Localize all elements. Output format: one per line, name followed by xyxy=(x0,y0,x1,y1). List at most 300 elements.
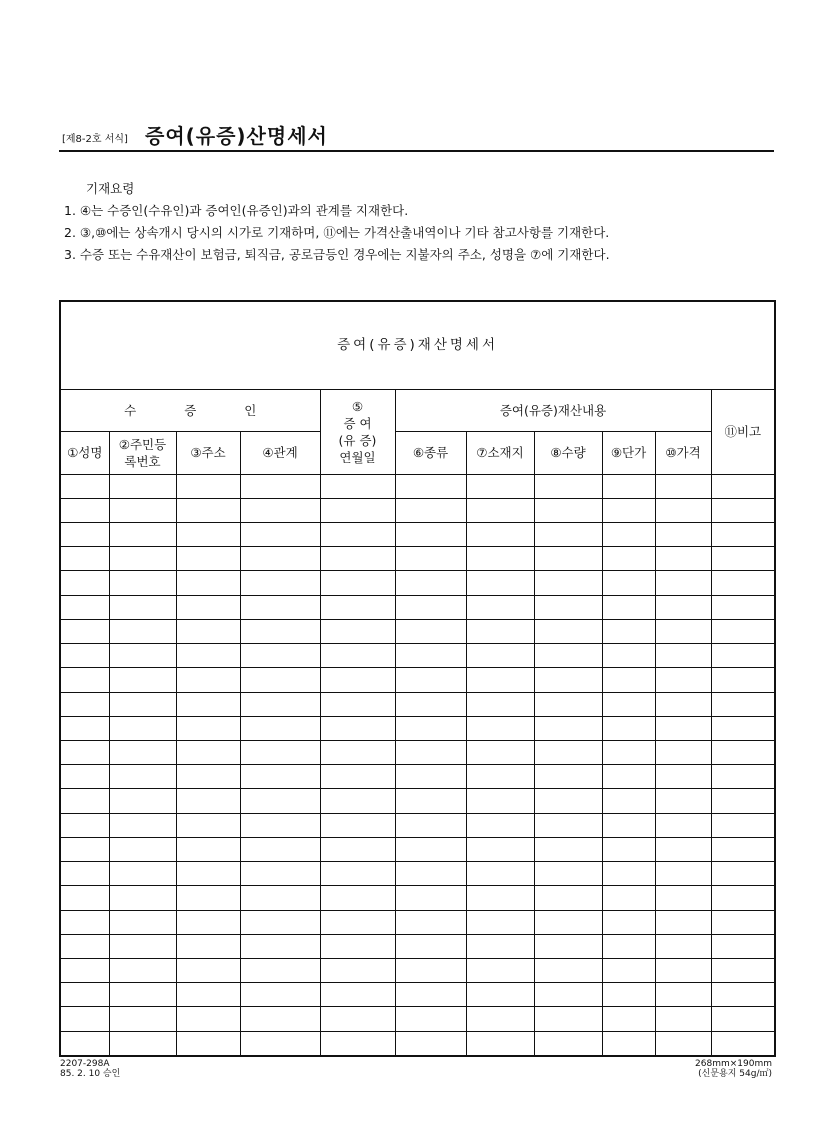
entry-cell[interactable] xyxy=(711,474,775,498)
entry-cell[interactable] xyxy=(711,958,775,982)
entry-cell[interactable] xyxy=(711,716,775,740)
entry-cell[interactable] xyxy=(60,595,109,619)
entry-cell[interactable] xyxy=(534,886,602,910)
entry-cell[interactable] xyxy=(320,813,395,837)
entry-cell[interactable] xyxy=(320,958,395,982)
table-row xyxy=(60,474,775,498)
entry-cell[interactable] xyxy=(655,886,711,910)
entry-cell[interactable] xyxy=(466,886,534,910)
entry-cell[interactable] xyxy=(534,716,602,740)
entry-cell[interactable] xyxy=(176,983,240,1007)
table-row xyxy=(60,498,775,522)
footer-left xyxy=(60,1059,120,1079)
entry-cell[interactable] xyxy=(466,1007,534,1031)
entry-cell[interactable] xyxy=(240,523,320,547)
resident-number-header xyxy=(109,432,176,474)
entry-cell[interactable] xyxy=(240,619,320,643)
entry-cell[interactable] xyxy=(320,595,395,619)
entry-cell[interactable] xyxy=(466,716,534,740)
entry-cell[interactable] xyxy=(602,886,655,910)
entry-cell[interactable] xyxy=(176,547,240,571)
table-row xyxy=(60,837,775,861)
entry-cell[interactable] xyxy=(176,765,240,789)
entry-cell[interactable] xyxy=(395,813,466,837)
entry-cell[interactable] xyxy=(466,595,534,619)
entry-cell[interactable] xyxy=(109,1007,176,1031)
entry-cell[interactable] xyxy=(711,789,775,813)
entry-cell[interactable] xyxy=(655,1007,711,1031)
entry-cell[interactable] xyxy=(534,547,602,571)
instructions-title: 기재요령 xyxy=(86,181,135,196)
entry-cell[interactable] xyxy=(534,692,602,716)
entry-cell[interactable] xyxy=(395,523,466,547)
entry-cell[interactable] xyxy=(711,644,775,668)
entry-cell[interactable] xyxy=(711,837,775,861)
resident-number-label: 록번호 xyxy=(124,453,161,469)
entry-cell[interactable] xyxy=(320,474,395,498)
entry-cell[interactable] xyxy=(711,1007,775,1031)
name-header: ①성명 xyxy=(60,432,109,474)
entry-cell[interactable] xyxy=(320,910,395,934)
entry-cell[interactable] xyxy=(602,474,655,498)
entry-cell[interactable] xyxy=(466,983,534,1007)
table-row xyxy=(60,983,775,1007)
table-row xyxy=(60,1007,775,1031)
entry-cell[interactable] xyxy=(109,837,176,861)
entry-cell[interactable] xyxy=(711,862,775,886)
table-row xyxy=(60,571,775,595)
entry-cell[interactable] xyxy=(534,934,602,958)
entry-cell[interactable] xyxy=(395,1007,466,1031)
entry-cell[interactable] xyxy=(534,644,602,668)
entry-cell[interactable] xyxy=(602,813,655,837)
entry-cell[interactable] xyxy=(109,571,176,595)
instruction-item: 1. ④는 수증인(수유인)과 증여인(유증인)과의 관계를 지재한다. xyxy=(64,203,409,218)
entry-cell[interactable] xyxy=(655,619,711,643)
entry-cell[interactable] xyxy=(320,741,395,765)
entry-cell[interactable] xyxy=(176,741,240,765)
entry-cell[interactable] xyxy=(602,547,655,571)
entry-cell[interactable] xyxy=(395,692,466,716)
entry-cell[interactable] xyxy=(60,498,109,522)
entry-cell[interactable] xyxy=(240,692,320,716)
entry-cell[interactable] xyxy=(711,813,775,837)
entry-cell[interactable] xyxy=(320,1031,395,1056)
entry-cell[interactable] xyxy=(60,644,109,668)
entry-cell[interactable] xyxy=(240,789,320,813)
entry-cell[interactable] xyxy=(711,571,775,595)
entry-cell[interactable] xyxy=(320,789,395,813)
property-table xyxy=(59,300,776,1057)
entry-cell[interactable] xyxy=(534,498,602,522)
entry-cell[interactable] xyxy=(240,886,320,910)
entry-cell[interactable] xyxy=(602,958,655,982)
entry-cell[interactable] xyxy=(60,571,109,595)
entry-cell[interactable] xyxy=(395,474,466,498)
entry-cell[interactable] xyxy=(466,1031,534,1056)
entry-cell[interactable] xyxy=(602,692,655,716)
entry-cell[interactable] xyxy=(240,595,320,619)
entry-cell[interactable] xyxy=(395,958,466,982)
entry-cell[interactable] xyxy=(176,934,240,958)
entry-cell[interactable] xyxy=(711,1031,775,1056)
entry-cell[interactable] xyxy=(466,692,534,716)
entry-cell[interactable] xyxy=(109,910,176,934)
entry-cell[interactable] xyxy=(466,668,534,692)
table-row xyxy=(60,716,775,740)
entry-cell[interactable] xyxy=(240,644,320,668)
entry-cell[interactable] xyxy=(320,716,395,740)
entry-cell[interactable] xyxy=(534,958,602,982)
entry-cell[interactable] xyxy=(466,789,534,813)
gift-date-label: (유 증) xyxy=(338,432,377,448)
entry-cell[interactable] xyxy=(395,595,466,619)
entry-cell[interactable] xyxy=(60,547,109,571)
entry-cell[interactable] xyxy=(534,862,602,886)
entry-cell[interactable] xyxy=(602,1031,655,1056)
entry-cell[interactable] xyxy=(711,595,775,619)
entry-cell[interactable] xyxy=(602,910,655,934)
entry-cell[interactable] xyxy=(176,716,240,740)
entry-cell[interactable] xyxy=(320,668,395,692)
entry-cell[interactable] xyxy=(60,692,109,716)
relation-header: ④관계 xyxy=(240,432,320,474)
entry-cell[interactable] xyxy=(711,765,775,789)
entry-cell[interactable] xyxy=(60,886,109,910)
entry-cell[interactable] xyxy=(109,547,176,571)
entry-cell[interactable] xyxy=(320,983,395,1007)
entry-cell[interactable] xyxy=(109,668,176,692)
entry-cell[interactable] xyxy=(60,983,109,1007)
entry-cell[interactable] xyxy=(176,813,240,837)
entry-cell[interactable] xyxy=(655,474,711,498)
entry-cell[interactable] xyxy=(655,692,711,716)
entry-cell[interactable] xyxy=(655,644,711,668)
entry-cell[interactable] xyxy=(240,716,320,740)
entry-cell[interactable] xyxy=(176,668,240,692)
entry-cell[interactable] xyxy=(466,765,534,789)
entry-cell[interactable] xyxy=(176,498,240,522)
entry-cell[interactable] xyxy=(109,765,176,789)
entry-cell[interactable] xyxy=(534,983,602,1007)
entry-cell[interactable] xyxy=(395,789,466,813)
entry-cell[interactable] xyxy=(655,668,711,692)
entry-cell[interactable] xyxy=(109,983,176,1007)
entry-cell[interactable] xyxy=(395,837,466,861)
approval-date: 85. 2. 10 승인 xyxy=(60,1069,121,1079)
entry-cell[interactable] xyxy=(109,886,176,910)
entry-cell[interactable] xyxy=(176,1007,240,1031)
entry-cell[interactable] xyxy=(711,934,775,958)
entry-cell[interactable] xyxy=(320,547,395,571)
entry-cell[interactable] xyxy=(109,523,176,547)
entry-cell[interactable] xyxy=(240,910,320,934)
entry-cell[interactable] xyxy=(602,1007,655,1031)
entry-cell[interactable] xyxy=(240,474,320,498)
entry-cell[interactable] xyxy=(655,983,711,1007)
entry-cell[interactable] xyxy=(655,595,711,619)
entry-cell[interactable] xyxy=(240,958,320,982)
entry-cell[interactable] xyxy=(395,716,466,740)
entry-cell[interactable] xyxy=(176,692,240,716)
entry-cell[interactable] xyxy=(60,934,109,958)
entry-cell[interactable] xyxy=(60,837,109,861)
gift-date-label: 증 여 xyxy=(343,415,372,431)
entry-cell[interactable] xyxy=(240,862,320,886)
entry-cell[interactable] xyxy=(320,837,395,861)
resident-number-label: ②주민등 xyxy=(118,436,167,452)
entry-cell[interactable] xyxy=(240,934,320,958)
entry-cell[interactable] xyxy=(655,910,711,934)
entry-cell[interactable] xyxy=(395,668,466,692)
entry-cell[interactable] xyxy=(395,741,466,765)
entry-cell[interactable] xyxy=(655,716,711,740)
entry-cell[interactable] xyxy=(320,1007,395,1031)
entry-cell[interactable] xyxy=(395,498,466,522)
entry-cell[interactable] xyxy=(240,571,320,595)
entry-cell[interactable] xyxy=(60,619,109,643)
entry-cell[interactable] xyxy=(240,1007,320,1031)
entry-cell[interactable] xyxy=(655,498,711,522)
entry-cell[interactable] xyxy=(534,474,602,498)
form-header xyxy=(59,118,774,152)
entry-cell[interactable] xyxy=(60,910,109,934)
entry-cell[interactable] xyxy=(320,862,395,886)
entry-cell[interactable] xyxy=(60,1007,109,1031)
entry-cell[interactable] xyxy=(711,692,775,716)
entry-cell[interactable] xyxy=(534,1007,602,1031)
entry-cell[interactable] xyxy=(395,934,466,958)
entry-cell[interactable] xyxy=(655,741,711,765)
entry-cell[interactable] xyxy=(711,983,775,1007)
entry-cell[interactable] xyxy=(466,523,534,547)
entry-cell[interactable] xyxy=(60,716,109,740)
entry-cell[interactable] xyxy=(655,958,711,982)
entry-cell[interactable] xyxy=(466,474,534,498)
gift-date-label: 연월일 xyxy=(339,449,376,465)
entry-cell[interactable] xyxy=(176,862,240,886)
entry-cell[interactable] xyxy=(240,547,320,571)
entry-cell[interactable] xyxy=(602,523,655,547)
recipient-group-header xyxy=(60,389,320,431)
entry-cell[interactable] xyxy=(60,958,109,982)
entry-cell[interactable] xyxy=(176,886,240,910)
entry-cell[interactable] xyxy=(60,523,109,547)
entry-cell[interactable] xyxy=(466,958,534,982)
entry-cell[interactable] xyxy=(466,741,534,765)
entry-cell[interactable] xyxy=(320,619,395,643)
entry-cell[interactable] xyxy=(395,765,466,789)
entry-cell[interactable] xyxy=(395,862,466,886)
entry-cell[interactable] xyxy=(466,910,534,934)
entry-cell[interactable] xyxy=(655,862,711,886)
entry-cell[interactable] xyxy=(534,789,602,813)
entry-cell[interactable] xyxy=(109,644,176,668)
table-row xyxy=(60,668,775,692)
entry-cell[interactable] xyxy=(109,862,176,886)
entry-cell[interactable] xyxy=(602,837,655,861)
table-row xyxy=(60,595,775,619)
entry-cell[interactable] xyxy=(60,1031,109,1056)
entry-cell[interactable] xyxy=(395,619,466,643)
entry-cell[interactable] xyxy=(320,934,395,958)
entry-cell[interactable] xyxy=(602,789,655,813)
entry-cell[interactable] xyxy=(711,741,775,765)
entry-cell[interactable] xyxy=(395,644,466,668)
address-header: ③주소 xyxy=(176,432,240,474)
entry-cell[interactable] xyxy=(534,765,602,789)
entry-cell[interactable] xyxy=(176,837,240,861)
entry-cell[interactable] xyxy=(60,862,109,886)
entry-cell[interactable] xyxy=(466,644,534,668)
entry-cell[interactable] xyxy=(395,571,466,595)
entry-cell[interactable] xyxy=(466,837,534,861)
entry-cell[interactable] xyxy=(466,498,534,522)
entry-cell[interactable] xyxy=(534,837,602,861)
table-row xyxy=(60,910,775,934)
entry-cell[interactable] xyxy=(176,474,240,498)
entry-cell[interactable] xyxy=(655,837,711,861)
entry-cell[interactable] xyxy=(60,741,109,765)
entry-cell[interactable] xyxy=(466,934,534,958)
entry-cell[interactable] xyxy=(176,1031,240,1056)
entry-cell[interactable] xyxy=(320,644,395,668)
entry-cell[interactable] xyxy=(711,668,775,692)
entry-cell[interactable] xyxy=(240,837,320,861)
entry-cell[interactable] xyxy=(176,571,240,595)
entry-cell[interactable] xyxy=(109,813,176,837)
entry-cell[interactable] xyxy=(395,547,466,571)
location-header: ⑦소재지 xyxy=(466,432,534,474)
entry-cell[interactable] xyxy=(655,789,711,813)
entry-cell[interactable] xyxy=(109,741,176,765)
entry-cell[interactable] xyxy=(534,619,602,643)
entry-cell[interactable] xyxy=(466,547,534,571)
entry-cell[interactable] xyxy=(534,741,602,765)
entry-cell[interactable] xyxy=(176,619,240,643)
entry-cell[interactable] xyxy=(655,765,711,789)
entry-cell[interactable] xyxy=(466,571,534,595)
recipient-group-label: 수 증 인 xyxy=(124,403,279,418)
entry-cell[interactable] xyxy=(60,789,109,813)
entry-cell[interactable] xyxy=(534,523,602,547)
entry-cell[interactable] xyxy=(711,619,775,643)
table-row xyxy=(60,934,775,958)
entry-cell[interactable] xyxy=(466,813,534,837)
table-row xyxy=(60,523,775,547)
entry-cell[interactable] xyxy=(320,498,395,522)
entry-cell[interactable] xyxy=(602,862,655,886)
entry-cell[interactable] xyxy=(466,862,534,886)
entry-cell[interactable] xyxy=(466,619,534,643)
entry-cell[interactable] xyxy=(320,692,395,716)
entry-cell[interactable] xyxy=(534,571,602,595)
entry-cell[interactable] xyxy=(602,668,655,692)
entry-cell[interactable] xyxy=(109,595,176,619)
entry-cell[interactable] xyxy=(109,619,176,643)
entry-cell[interactable] xyxy=(320,523,395,547)
entry-cell[interactable] xyxy=(240,498,320,522)
table-row xyxy=(60,619,775,643)
entry-cell[interactable] xyxy=(176,910,240,934)
entry-cell[interactable] xyxy=(320,765,395,789)
entry-cell[interactable] xyxy=(534,1031,602,1056)
entry-cell[interactable] xyxy=(655,571,711,595)
entry-cell[interactable] xyxy=(655,547,711,571)
entry-cell[interactable] xyxy=(602,983,655,1007)
entry-cell[interactable] xyxy=(395,886,466,910)
entry-cell[interactable] xyxy=(711,886,775,910)
entry-cell[interactable] xyxy=(602,571,655,595)
entry-cell[interactable] xyxy=(711,547,775,571)
entry-cell[interactable] xyxy=(176,644,240,668)
entry-cell[interactable] xyxy=(60,668,109,692)
instruction-item: 3. 수증 또는 수유재산이 보험금, 퇴직금, 공로금등인 경우에는 지불자의 주소, 성명을 ⑦에 기재한다. xyxy=(64,247,610,262)
entry-cell[interactable] xyxy=(109,716,176,740)
entry-cell[interactable] xyxy=(534,668,602,692)
entry-cell[interactable] xyxy=(109,498,176,522)
paper-size: 268mm×190mm xyxy=(695,1059,772,1069)
entry-cell[interactable] xyxy=(60,813,109,837)
entry-cell[interactable] xyxy=(109,474,176,498)
entry-cell[interactable] xyxy=(655,1031,711,1056)
entry-cell[interactable] xyxy=(109,789,176,813)
entry-cell[interactable] xyxy=(395,1031,466,1056)
entry-cell[interactable] xyxy=(602,595,655,619)
entry-cell[interactable] xyxy=(60,474,109,498)
entry-cell[interactable] xyxy=(602,765,655,789)
entry-cell[interactable] xyxy=(655,934,711,958)
entry-cell[interactable] xyxy=(602,716,655,740)
entry-cell[interactable] xyxy=(711,910,775,934)
entry-cell[interactable] xyxy=(109,934,176,958)
entry-cell[interactable] xyxy=(320,571,395,595)
entry-cell[interactable] xyxy=(240,668,320,692)
entry-cell[interactable] xyxy=(320,886,395,910)
kind-header: ⑥종류 xyxy=(395,432,466,474)
entry-cell[interactable] xyxy=(395,910,466,934)
entry-cell[interactable] xyxy=(109,1031,176,1056)
entry-cell[interactable] xyxy=(711,523,775,547)
entry-cell[interactable] xyxy=(655,523,711,547)
entry-cell[interactable] xyxy=(602,498,655,522)
entry-cell[interactable] xyxy=(176,958,240,982)
entry-cell[interactable] xyxy=(176,595,240,619)
entry-cell[interactable] xyxy=(602,741,655,765)
entry-cell[interactable] xyxy=(176,789,240,813)
entry-cell[interactable] xyxy=(109,692,176,716)
footer-right xyxy=(640,1059,772,1079)
entry-cell[interactable] xyxy=(534,910,602,934)
entry-cell[interactable] xyxy=(109,958,176,982)
entry-cell[interactable] xyxy=(240,741,320,765)
entry-cell[interactable] xyxy=(602,619,655,643)
entry-cell[interactable] xyxy=(534,813,602,837)
entry-cell[interactable] xyxy=(602,644,655,668)
entry-cell[interactable] xyxy=(240,983,320,1007)
entry-cell[interactable] xyxy=(395,983,466,1007)
entry-cell[interactable] xyxy=(534,595,602,619)
entry-cell[interactable] xyxy=(60,765,109,789)
entry-cell[interactable] xyxy=(602,934,655,958)
entry-cell[interactable] xyxy=(240,765,320,789)
entry-cell[interactable] xyxy=(240,813,320,837)
entry-cell[interactable] xyxy=(240,1031,320,1056)
table-row xyxy=(60,547,775,571)
entry-cell[interactable] xyxy=(655,813,711,837)
entry-cell[interactable] xyxy=(711,498,775,522)
entry-cell[interactable] xyxy=(176,523,240,547)
